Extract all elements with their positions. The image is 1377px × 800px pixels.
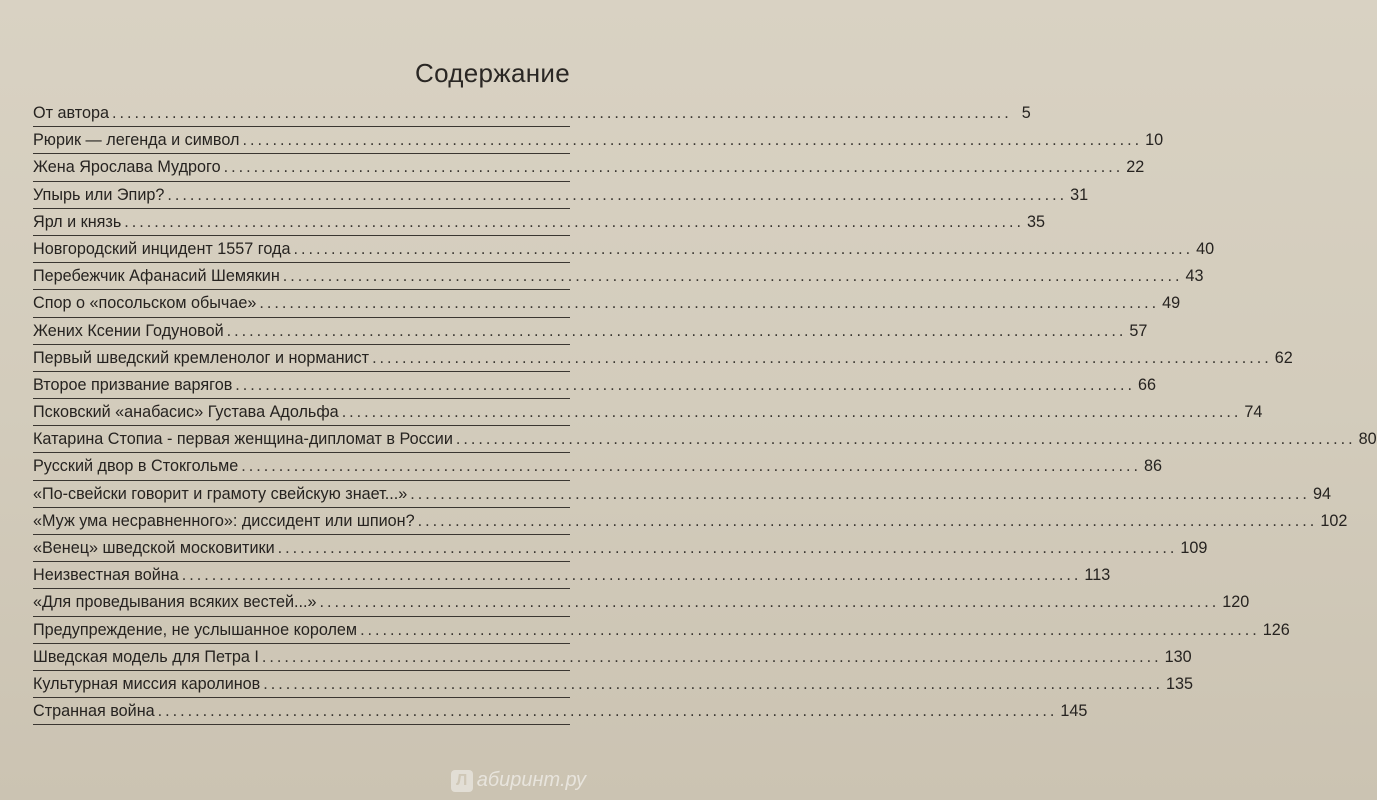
toc-entry-page: 43: [1185, 267, 1204, 286]
toc-dot-leader: ........................................................................................................................: [112, 104, 1012, 122]
toc-entry-page: 80: [1358, 430, 1377, 449]
toc-entry-page: 57: [1129, 321, 1148, 340]
toc-entry: [33, 290, 1181, 317]
toc-dot-leader: ........................................................................................................................: [226, 321, 1127, 340]
toc-entry-title: Шведская модель для Петра I: [33, 647, 259, 666]
toc-entry: [33, 453, 1162, 480]
toc-entry-page: 66: [1138, 375, 1157, 394]
toc-dot-leader: ........................................................................................................................: [259, 294, 1160, 313]
toc-entry-title: Псковский «анабасис» Густава Адольфа: [33, 403, 339, 422]
toc-dot-leader: ........................................................................................................................: [124, 212, 1024, 231]
watermark-logo: Л: [451, 770, 473, 792]
toc-entry-title: Неизвестная война: [33, 566, 179, 585]
toc-entry-title: Странная война: [33, 702, 155, 721]
toc-entry-page: 135: [1165, 674, 1193, 693]
toc-entry-title: Второе призвание варягов: [33, 375, 233, 394]
toc-dot-leader: ........................................................................................................................: [417, 511, 1318, 530]
toc-entry-page: 120: [1222, 593, 1250, 612]
toc-entry-title: Жених Ксении Годуновой: [33, 321, 224, 340]
toc-entry: [33, 263, 1204, 290]
toc-entry: [33, 318, 1148, 345]
toc-entry-page: 109: [1180, 539, 1208, 557]
toc-entry-title: «Для проведывания всяких вестей...»: [33, 593, 317, 612]
toc-dot-leader: ........................................................................................................................: [263, 674, 1163, 693]
toc-entry-page: 94: [1312, 484, 1331, 503]
table-of-contents: [33, 100, 1377, 725]
toc-entry-title: «Венец» шведской московитики: [33, 539, 275, 557]
toc-entry: [33, 508, 1348, 535]
toc-entry: [33, 562, 1111, 589]
toc-entry-page: 31: [1070, 185, 1089, 204]
toc-entry-page: 10: [1145, 131, 1164, 150]
toc-entry-page: 130: [1164, 647, 1192, 666]
toc-dot-leader: ........................................................................................................................: [241, 457, 1141, 476]
watermark: [451, 769, 586, 792]
toc-entry: [33, 100, 1031, 127]
toc-dot-leader: ........................................................................................................................: [372, 348, 1272, 367]
toc-entry: [33, 209, 1045, 236]
toc-entry-title: Новгородский инцидент 1557 года: [33, 239, 291, 258]
toc-dot-leader: ........................................................................................................................: [293, 239, 1194, 258]
toc-entry-page: 40: [1196, 239, 1215, 258]
toc-entry-title: Предупреждение, не услышанное королем: [33, 620, 358, 639]
toc-entry: [33, 644, 1192, 671]
toc-entry: [33, 345, 1293, 372]
toc-entry-page: 35: [1026, 212, 1045, 231]
toc-entry-title: Жена Ярослава Мудрого: [33, 158, 221, 177]
toc-dot-leader: ........................................................................................................................: [181, 566, 1082, 585]
toc-entry-page: 145: [1060, 702, 1088, 721]
toc-entry: [33, 127, 1164, 154]
toc-dot-leader: ........................................................................................................................: [242, 131, 1143, 150]
toc-entry-page: 126: [1262, 620, 1290, 639]
toc-dot-leader: ........................................................................................................................: [282, 267, 1183, 286]
toc-entry: [33, 617, 1290, 644]
toc-entry-page: 86: [1143, 457, 1162, 476]
toc-entry: [33, 154, 1145, 181]
watermark-text: абиринт.ру: [476, 769, 586, 791]
toc-entry: [33, 236, 1215, 263]
toc-entry-title: Спор о «посольском обычае»: [33, 294, 257, 313]
toc-entry: [33, 426, 1377, 453]
page-heading: Содержание: [415, 58, 570, 88]
toc-dot-leader: ........................................................................................................................: [235, 375, 1135, 394]
toc-entry-title: Перебежчик Афанасий Шемякин: [33, 267, 280, 286]
toc-entry-title: Культурная миссия каролинов: [33, 674, 261, 693]
toc-entry-title: Катарина Стопиа - первая женщина-дипломат в России: [33, 430, 453, 449]
toc-dot-leader: ........................................................................................................................: [167, 185, 1068, 204]
toc-dot-leader: ........................................................................................................................: [341, 403, 1242, 422]
toc-dot-leader: ........................................................................................................................: [261, 647, 1162, 666]
toc-dot-leader: ........................................................................................................................: [319, 593, 1220, 612]
toc-dot-leader: ........................................................................................................................: [455, 430, 1356, 449]
toc-entry: [33, 399, 1263, 426]
toc-entry-title: Первый шведский кремленолог и норманист: [33, 348, 370, 367]
toc-entry-title: «Муж ума несравненного»: диссидент или шпион?: [33, 511, 415, 530]
toc-entry-title: Рюрик — легенда и символ: [33, 131, 240, 150]
toc-entry-title: «По-свейски говорит и грамоту свейскую знает...»: [33, 484, 408, 503]
toc-entry-page: 62: [1274, 348, 1293, 367]
toc-dot-leader: ........................................................................................................................: [277, 539, 1178, 557]
toc-entry-page: 5: [1021, 104, 1031, 122]
toc-entry: [33, 182, 1089, 209]
toc-entry: [33, 372, 1157, 399]
toc-entry: [33, 589, 1250, 616]
toc-entry-title: Русский двор в Стокгольме: [33, 457, 239, 476]
toc-entry-title: От автора: [33, 104, 109, 122]
toc-entry-title: Ярл и князь: [33, 212, 122, 231]
toc-entry-page: 113: [1084, 566, 1111, 585]
toc-entry-page: 49: [1162, 294, 1181, 313]
toc-entry-page: 74: [1244, 403, 1263, 422]
toc-entry-page: 102: [1320, 511, 1348, 530]
toc-dot-leader: ........................................................................................................................: [360, 620, 1260, 639]
toc-entry: [33, 535, 1208, 562]
toc-dot-leader: ........................................................................................................................: [410, 484, 1310, 503]
toc-entry-page: 22: [1126, 158, 1145, 177]
toc-entry: [33, 698, 1088, 725]
toc-entry: [33, 481, 1331, 508]
toc-dot-leader: ........................................................................................................................: [223, 158, 1124, 177]
toc-entry-title: Упырь или Эпир?: [33, 185, 165, 204]
toc-entry: [33, 671, 1193, 698]
toc-dot-leader: ........................................................................................................................: [157, 702, 1058, 721]
